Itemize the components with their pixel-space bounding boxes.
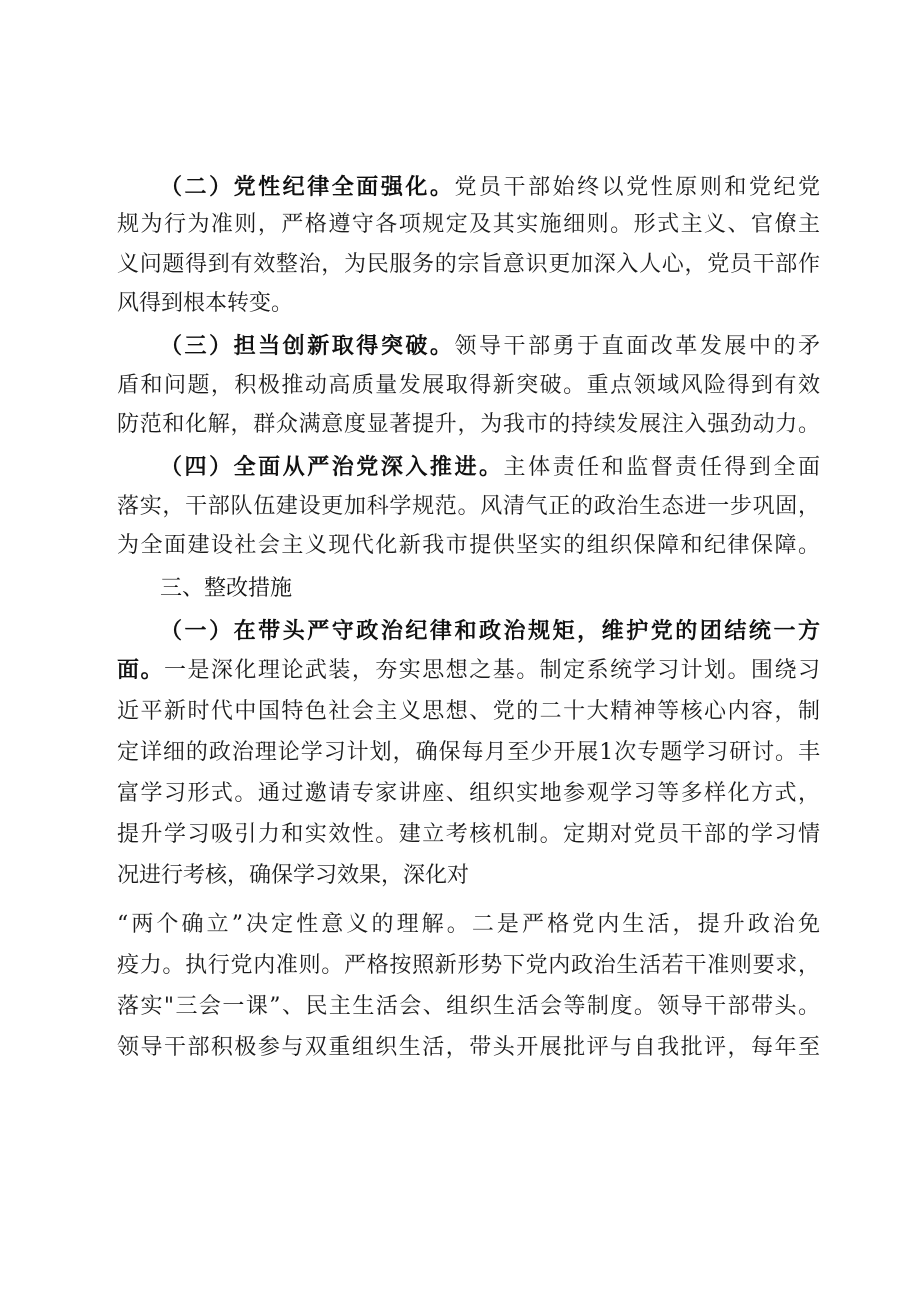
paragraph-text: 规为行为准则，严格遵守各项规定及其实施细则。形式主义、官僚主 xyxy=(117,212,822,237)
paragraph-text: 落实，干部队伍建设更加科学规范。风清气正的政治生态进一步巩固， xyxy=(117,494,821,519)
paragraph-line xyxy=(117,410,820,440)
paragraph-line xyxy=(117,371,820,401)
paragraph-line xyxy=(117,738,820,768)
paragraph-line xyxy=(117,697,820,727)
paragraph-text: 风得到根本转变。 xyxy=(117,291,294,316)
paragraph-text: 为全面建设社会主义现代化新我市提供坚实的组织保障和纪律保障。 xyxy=(117,533,822,558)
paragraph-text: 落实"三会一课”、民主生活会、组织生活会等制度。领导干部带头。 xyxy=(117,994,822,1019)
section-heading: （一）在带头严守政治纪律和政治规矩，维护党的团结统一方 xyxy=(160,619,823,644)
paragraph-text: 盾和问题，积极推动高质量发展取得新突破。重点领域风险得到有效 xyxy=(117,373,822,398)
paragraph-text: 富学习形式。通过邀请专家讲座、组织实地参观学习等多样化方式， xyxy=(117,781,822,806)
section-heading: （二）党性纪律全面强化。 xyxy=(160,175,455,200)
paragraph-text: “两个确立”决定性意义的理解。二是严格党内生活，提升政治免 xyxy=(117,912,824,937)
paragraph-line xyxy=(117,820,820,850)
paragraph-line xyxy=(160,332,823,362)
paragraph-text: 领导干部积极参与双重组织生活，带头开展批评与自我批评，每年至 xyxy=(117,1035,822,1060)
paragraph-text: 领导干部勇于直面改革发展中的矛 xyxy=(454,334,823,359)
paragraph-text: 主体责任和监督责任得到全面 xyxy=(503,455,823,480)
paragraph-text: 义问题得到有效整治，为民服务的宗旨意识更加深入人心，党员干部作 xyxy=(117,252,821,277)
paragraph-line xyxy=(117,951,820,981)
paragraph-text: 疫力。执行党内准则。严格按照新形势下党内政治生活若干准则要求， xyxy=(117,953,821,978)
paragraph-line xyxy=(117,779,820,809)
chapter-heading-line xyxy=(160,574,820,604)
paragraph-text: 党员干部始终以党性原则和党纪党 xyxy=(454,175,823,200)
paragraph-text: 防范和化解，群众满意度显著提升，为我市的持续发展注入强劲动力。 xyxy=(117,412,821,437)
paragraph-line xyxy=(160,453,823,483)
paragraph-text: 况进行考核，确保学习效果，深化对 xyxy=(117,863,470,888)
paragraph-line xyxy=(117,656,820,686)
paragraph-text: 一是深化理论武装，夯实思想之基。制定系统学习计划。围绕习 xyxy=(163,658,822,683)
paragraph-line xyxy=(117,250,820,280)
paragraph-line xyxy=(117,210,820,240)
paragraph-line xyxy=(117,992,820,1022)
section-heading: （四）全面从严治党深入推进。 xyxy=(160,455,504,480)
paragraph-line xyxy=(117,1033,820,1063)
paragraph-text: 定详细的政治理论学习计划，确保每月至少开展1次专题学习研讨。丰 xyxy=(117,740,821,765)
section-heading: （三）担当创新取得突破。 xyxy=(160,334,455,359)
paragraph-line xyxy=(117,289,820,319)
chapter-heading: 三、整改措施 xyxy=(160,576,293,601)
paragraph-line xyxy=(117,861,820,891)
paragraph-text: 近平新时代中国特色社会主义思想、党的二十大精神等核心内容，制 xyxy=(117,699,822,724)
paragraph-line xyxy=(117,531,820,561)
paragraph-text: 提升学习吸引力和实效性。建立考核机制。定期对党员干部的学习情 xyxy=(117,822,822,847)
paragraph-line xyxy=(117,910,824,940)
paragraph-line xyxy=(160,617,823,647)
paragraph-line xyxy=(160,173,823,203)
paragraph-line xyxy=(117,492,820,522)
section-heading: 面。 xyxy=(117,658,164,683)
